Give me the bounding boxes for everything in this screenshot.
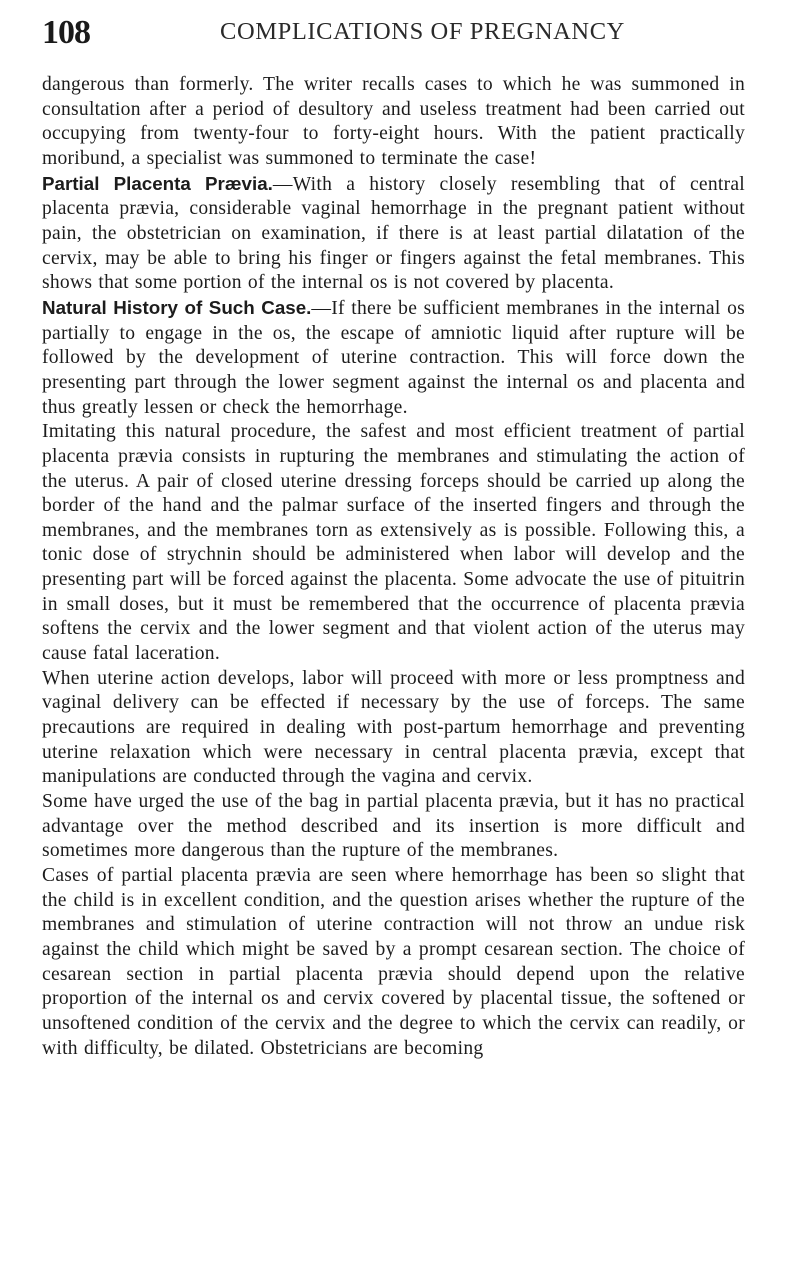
paragraph — [42, 296, 745, 420]
section-heading: Partial Placenta Prævia. — [42, 172, 273, 194]
paragraph — [42, 420, 745, 667]
page-number: 108 — [42, 14, 90, 51]
paragraph — [42, 667, 745, 790]
paragraph — [42, 790, 745, 864]
section-heading: Natural History of Such Case. — [42, 296, 312, 318]
running-head: COMPLICATIONS OF PREGNANCY — [220, 18, 625, 45]
paragraph — [42, 172, 745, 296]
paragraph-text: When uterine action develops, labor will proceed with more or less promptness and vaginal delivery can be effected if necessary by the use of forceps. The same precautions are required in dealing with post-partum hemorrhage and preventing uterine relaxation which were necessary in central placenta prævia, except that manipulations are conducted through the vagina and cervix. — [42, 667, 745, 788]
paragraph — [42, 864, 745, 1061]
paragraph-text: —If there be sufficient membranes in the internal os partially to engage in the os, the escape of amniotic liquid after rupture will be followed by the development of uterine contraction. This will force down the presenting part through the lower segment against the internal os and placenta and thus greatly lessen or check the hemorrhage. — [42, 297, 745, 418]
page-header — [42, 8, 742, 68]
body-text — [42, 73, 745, 1061]
paragraph-text: —With a history closely resembling that of central placenta prævia, considerable vaginal hemorrhage in the pregnant patient without pain, the obstetrician on examination, if there is at least partial dilatation of the cervix, may be able to bring his finger or fingers against the fetal membranes. This shows that some portion of the internal os is not covered by placenta. — [42, 173, 745, 294]
paragraph — [42, 73, 745, 172]
paragraph-text: Some have urged the use of the bag in partial placenta prævia, but it has no practical advantage over the method described and its insertion is more difficult and sometimes more dangerous than the rupture of the membranes. — [42, 791, 745, 862]
paragraph-text: Cases of partial placenta prævia are seen where hemorrhage has been so slight that the child is in excellent condition, and the question arises whether the rupture of the membranes and stimulation of uterine contraction will not throw an undue risk against the child which might be saved by a prompt cesarean section. The choice of cesarean section in partial placenta prævia should depend upon the relative proportion of the internal os and cervix covered by placental tissue, the softened or unsoftened condition of the cervix and the degree to which the cervix can readily, or with difficulty, be dilated. Obstetricians are becoming — [42, 865, 745, 1059]
paragraph-text: Imitating this natural procedure, the safest and most efficient treatment of partial placenta prævia consists in rupturing the membranes and stimulating the action of the uterus. A pair of closed uterine dressing forceps should be carried up along the border of the hand and the palmar surface of the inserted fingers and through the membranes, and the membranes torn as extensively as is possible. Following this, a tonic dose of strychnin should be administered when labor will develop and the presenting part will be forced against the placenta. Some advocate the use of pituitrin in small doses, but it must be remembered that the occurrence of placenta prævia softens the cervix and the lower segment and that violent action of the uterus may cause fatal laceration. — [42, 421, 745, 665]
paragraph-text: dangerous than formerly. The writer recalls cases to which he was summoned in consultation after a period of desultory and useless treatment had been carried out occupying from twenty-four to forty-eight hours. With the patient practically moribund, a specialist was summoned to terminate the case! — [42, 74, 745, 169]
